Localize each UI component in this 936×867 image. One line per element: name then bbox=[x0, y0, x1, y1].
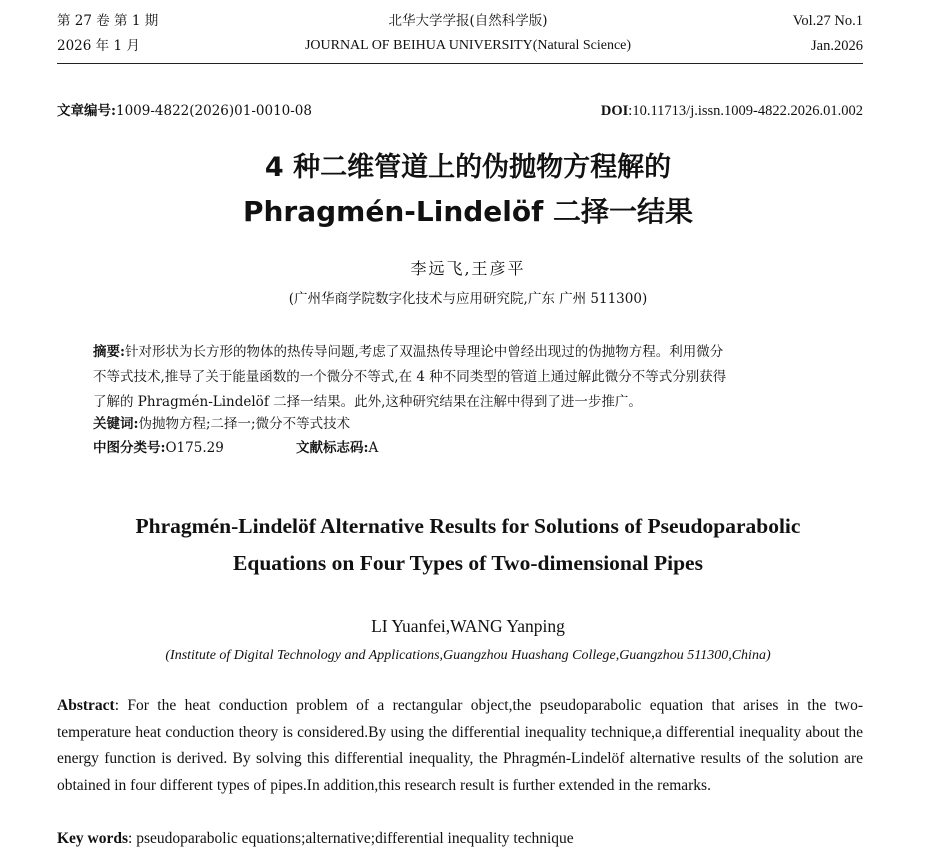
abstract-en-label: Abstract bbox=[57, 697, 115, 714]
abstract-cn-text-1: 针对形状为长方形的物体的热传导问题,考虑了双温热传导理论中曾经出现过的伪抛物方程。利用微分 bbox=[124, 344, 724, 360]
volume-issue-cn: 第 27 卷 第 1 期 bbox=[57, 13, 159, 29]
doc-code-value: A bbox=[368, 440, 379, 456]
article-number-label: 文章编号: bbox=[57, 103, 116, 119]
title-en-line-1: Phragmén-Lindelöf Alternative Results for Solutions of Pseudoparabolic bbox=[135, 514, 801, 538]
title-en-line-2: Equations on Four Types of Two-dimensional Pipes bbox=[233, 551, 703, 575]
keywords-en-value: : pseudoparabolic equations;alternative;differential inequality technique bbox=[128, 830, 574, 847]
article-number bbox=[57, 102, 312, 120]
abstract-cn-line-1 bbox=[93, 340, 833, 365]
abstract-cn-label: 摘要: bbox=[93, 344, 125, 360]
journal-name-cn: 北华大学学报(自然科学版) bbox=[388, 13, 548, 29]
clc-label: 中图分类号: bbox=[93, 440, 166, 456]
authors-en: LI Yuanfei,WANG Yanping bbox=[371, 616, 565, 636]
abstract-en-text: : For the heat conduction problem of a rectangular object,the pseudoparabolic equation that arises in the two-temperature heat conduction theory is considered.By using the differential inequality technique,a differential inequality about the energy function is derived. By solving this differential inequality, the Phragmén-Lindelöf alternative results of the solution are obtained in four different types of pipes.In addition,this research result is further extended in the remarks. bbox=[57, 697, 863, 794]
volume-issue-en: Vol.27 No.1 bbox=[792, 13, 863, 29]
document-code-cn bbox=[296, 436, 596, 461]
header-rule bbox=[57, 63, 863, 64]
abstract-en bbox=[57, 693, 863, 799]
keywords-cn-value: 伪抛物方程;二择一;微分不等式技术 bbox=[138, 416, 351, 432]
doi bbox=[601, 102, 863, 120]
keywords-cn bbox=[93, 412, 833, 437]
doc-code-label: 文献标志码: bbox=[296, 440, 369, 456]
affiliation-en: (Institute of Digital Technology and Applications,Guangzhou Huashang College,Guangzhou 511300,China) bbox=[165, 648, 771, 663]
abstract-cn-line-2: 不等式技术,推导了关于能量函数的一个微分不等式,在 4 种不同类型的管道上通过解此微分不等式分别获得 bbox=[93, 369, 727, 385]
keywords-cn-label: 关键词: bbox=[93, 416, 139, 432]
keywords-en-label: Key words bbox=[57, 830, 129, 847]
abstract-cn-line-3: 了解的 Phragmén-Lindelöf 二择一结果。此外,这种研究结果在注解中得到了进一步推广。 bbox=[93, 394, 642, 410]
journal-name-en: JOURNAL OF BEIHUA UNIVERSITY(Natural Science) bbox=[304, 38, 632, 53]
doi-label: DOI bbox=[600, 103, 629, 119]
keywords-en bbox=[57, 826, 863, 853]
date-en: Jan.2026 bbox=[811, 38, 863, 54]
doi-value: :10.11713/j.issn.1009-4822.2026.01.002 bbox=[628, 103, 863, 119]
clc-value: O175.29 bbox=[165, 440, 224, 456]
title-cn-line-1: 4 种二维管道上的伪抛物方程解的 bbox=[264, 152, 672, 183]
date-cn: 2026 年 1 月 bbox=[57, 38, 140, 54]
authors-cn: 李远飞,王彦平 bbox=[410, 259, 526, 278]
article-number-value: 1009-4822(2026)01-0010-08 bbox=[115, 103, 312, 119]
title-cn-line-2: Phragmén-Lindelöf 二择一结果 bbox=[242, 195, 694, 228]
affiliation-cn: (广州华商学院数字化技术与应用研究院,广东 广州 511300) bbox=[288, 291, 648, 307]
